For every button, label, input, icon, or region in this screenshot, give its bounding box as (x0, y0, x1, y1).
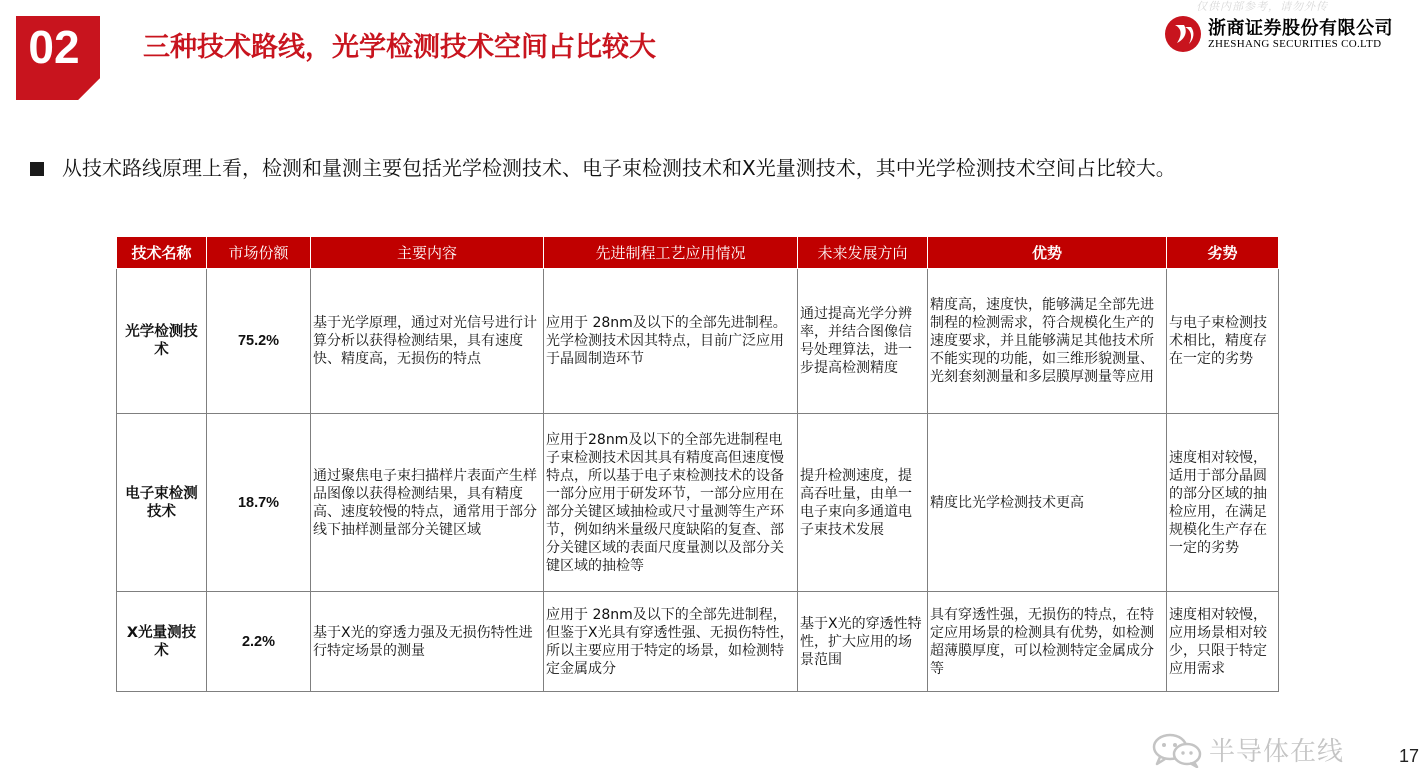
table-row (117, 414, 1279, 592)
page-title: 三种技术路线，光学检测技术空间占比较大 (143, 32, 656, 63)
column-header-tech-name: 技术名称 (117, 237, 207, 269)
disadvantage-cell: 与电子束检测技术相比，精度存在一定的劣势 (1167, 269, 1279, 414)
advantage-cell: 精度高，速度快，能够满足全部先进制程的检测需求，符合规模化生产的速度要求，并且能够满足其他技术所不能实现的功能，如三维形貌测量、光刻套刻测量和多层膜厚测量等应用 (928, 269, 1167, 414)
column-header-application: 先进制程工艺应用情况 (544, 237, 798, 269)
column-header-disadvantage: 劣势 (1167, 237, 1279, 269)
column-header-future: 未来发展方向 (798, 237, 928, 269)
section-number: 02 (28, 21, 80, 73)
intro-text: 从技术路线原理上看，检测和量测主要包括光学检测技术、电子束检测技术和X光量测技术，其中光学检测技术空间占比较大。 (62, 156, 1176, 180)
wechat-account-name: 半导体在线 (1209, 737, 1345, 767)
advantage-cell: 具有穿透性强，无损伤的特点，在特定应用场景的检测具有优势，如检测超薄膜厚度，可以检测特定金属成分等 (928, 592, 1167, 692)
column-header-market-share: 市场份额 (207, 237, 311, 269)
advantage-cell: 精度比光学检测技术更高 (928, 414, 1167, 592)
watermark: 仅供内部参考，请勿外传 (1196, 0, 1328, 13)
disadvantage-cell: 速度相对较慢，应用场景相对较少，只限于特定应用需求 (1167, 592, 1279, 692)
application-cell: 应用于 28nm及以下的全部先进制程。光学检测技术因其特点，目前广泛应用于晶圆制造环节 (544, 269, 798, 414)
application-cell: 应用于 28nm及以下的全部先进制程，但鉴于X光具有穿透性强、无损伤特性，所以主要应用于特定的场景，如检测特定金属成分 (544, 592, 798, 692)
zheshang-logo-icon (1163, 14, 1203, 54)
tech-name-cell: X光量测技术 (117, 592, 207, 692)
tech-name-cell: 电子束检测技术 (117, 414, 207, 592)
technology-comparison-table (116, 236, 1279, 692)
market-share-cell: 75.2% (207, 269, 311, 414)
future-cell: 提升检测速度，提高吞吐量，由单一电子束向多通道电子束技术发展 (798, 414, 928, 592)
column-header-advantage: 优势 (928, 237, 1167, 269)
market-share-cell: 18.7% (207, 414, 311, 592)
company-name-en: ZHESHANG SECURITIES CO.LTD (1208, 38, 1382, 50)
wechat-icon (1151, 732, 1203, 768)
main-content-cell: 基于光学原理，通过对光信号进行计算分析以获得检测结果，具有速度快、精度高，无损伤的特点 (311, 269, 544, 414)
disadvantage-cell: 速度相对较慢，适用于部分晶圆的部分区域的抽检应用，在满足规模化生产存在一定的劣势 (1167, 414, 1279, 592)
page-number: 17 (1399, 746, 1420, 766)
company-name-cn: 浙商证券股份有限公司 (1208, 18, 1393, 39)
future-cell: 基于X光的穿透性特性，扩大应用的场景范围 (798, 592, 928, 692)
application-cell: 应用于28nm及以下的全部先进制程电子束检测技术因其具有精度高但速度慢特点，所以基于电子束检测技术的设备一部分应用于研发环节，一部分应用在部分关键区域抽检或尺寸量测等生产环节，例如纳米量级尺度缺陷的复查、部分关键区域的表面尺度量测以及部分关键区域的抽检等 (544, 414, 798, 592)
main-content-cell: 基于X光的穿透力强及无损伤特性进行特定场景的测量 (311, 592, 544, 692)
table-header-row (117, 237, 1279, 269)
table-row (117, 269, 1279, 414)
square-bullet-icon (30, 162, 44, 176)
table-row (117, 592, 1279, 692)
market-share-cell: 2.2% (207, 592, 311, 692)
future-cell: 通过提高光学分辨率，并结合图像信号处理算法，进一步提高检测精度 (798, 269, 928, 414)
column-header-main-content: 主要内容 (311, 237, 544, 269)
tech-name-cell: 光学检测技术 (117, 269, 207, 414)
main-content-cell: 通过聚焦电子束扫描样片表面产生样品图像以获得检测结果，具有精度高、速度较慢的特点，通常用于部分线下抽样测量部分关键区域 (311, 414, 544, 592)
